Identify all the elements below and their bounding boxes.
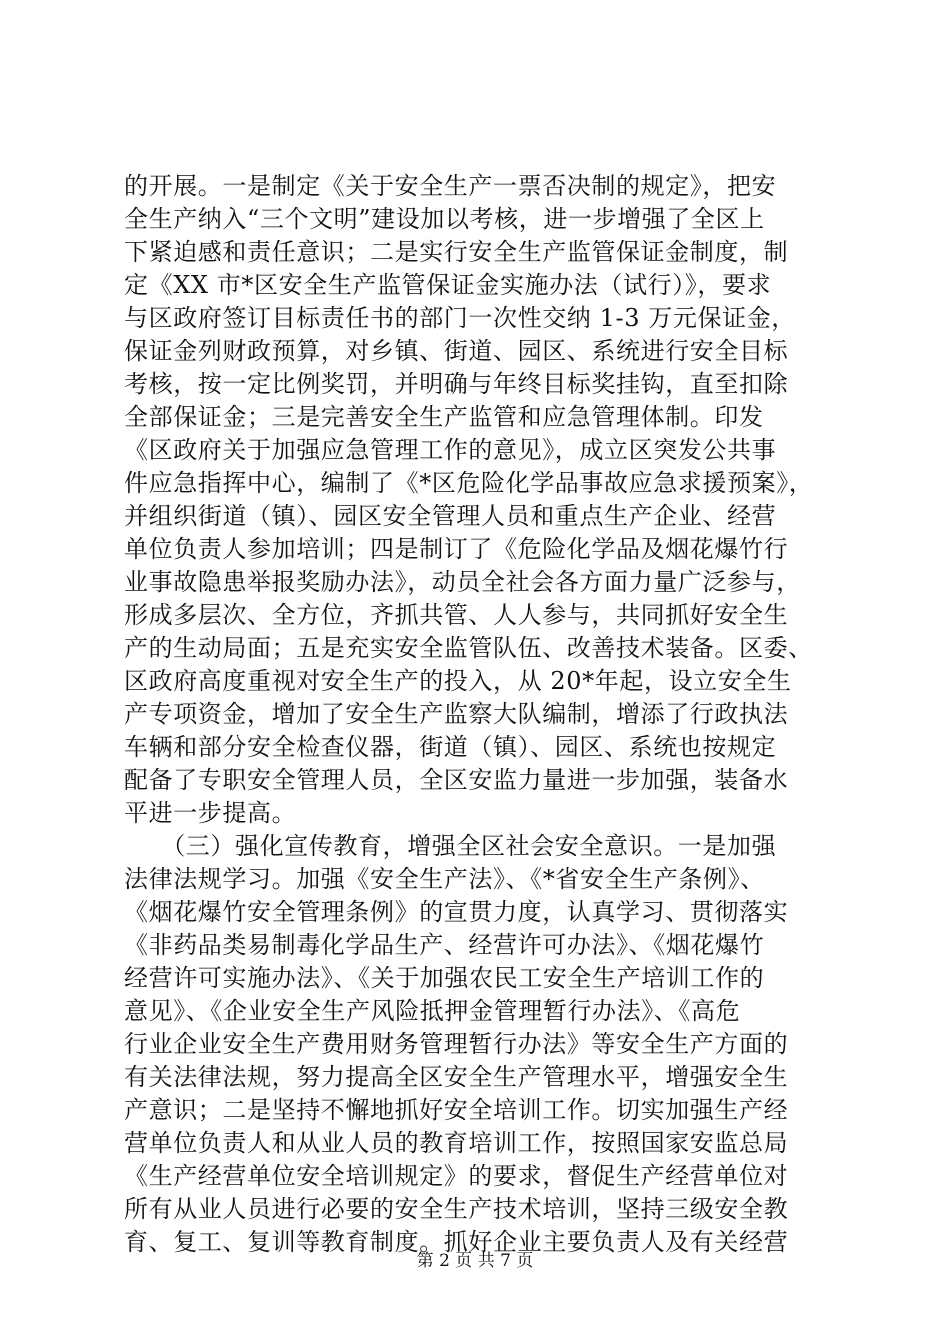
text-line: 车辆和部分安全检查仪器，街道（镇）、园区、系统也按规定 [124, 733, 777, 761]
text-line: 育、复工、复训等教育制度。抓好企业主要负责人及有关经营 [124, 1228, 789, 1256]
text-line: 定《XX 市*区安全生产监管保证金实施办法（试行）》，要求 [124, 271, 772, 299]
text-line: 下紧迫感和责任意识；二是实行安全生产监管保证金制度，制 [124, 238, 789, 266]
text-line: 有关法律法规，努力提高全区安全生产管理水平，增强安全生 [124, 1063, 789, 1091]
text-line: 并组织街道（镇）、园区安全管理人员和重点生产企业、经营 [124, 502, 777, 530]
text-line: （三）强化宣传教育，增强全区社会安全意识。一是加强 [124, 832, 777, 860]
text-line: 营单位负责人和从业人员的教育培训工作，按照国家安监总局 [124, 1129, 789, 1157]
text-line: 与区政府签订目标责任书的部门一次性交纳 1-3 万元保证金， [124, 304, 796, 332]
text-line: 产专项资金，增加了安全生产监察大队编制，增添了行政执法 [124, 700, 789, 728]
text-line: 行业企业安全生产费用财务管理暂行办法》等安全生产方面的 [124, 1030, 789, 1058]
text-line: 《区政府关于加强应急管理工作的意见》，成立区突发公共事 [124, 436, 777, 464]
text-line: 产意识；二是坚持不懈地抓好安全培训工作。切实加强生产经 [124, 1096, 789, 1124]
text-line: 《烟花爆竹安全管理条例》的宣贯力度，认真学习、贯彻落实 [124, 898, 789, 926]
text-line: 配备了专职安全管理人员，全区安监力量进一步加强，装备水 [124, 766, 789, 794]
text-line: 业事故隐患举报奖励办法》，动员全社会各方面力量广泛参与， [124, 568, 801, 596]
text-line: 《非药品类易制毒化学品生产、经营许可办法》、《烟花爆竹 [124, 931, 765, 959]
text-line: 法律法规学习。加强《安全生产法》、《*省安全生产条例》、 [124, 865, 765, 893]
text-line: 产的生动局面；五是充实安全监管队伍、改善技术装备。区委、 [124, 634, 813, 662]
text-line: 《生产经营单位安全培训规定》的要求，督促生产经营单位对 [124, 1162, 789, 1190]
document-body [124, 170, 844, 1259]
text-line: 保证金列财政预算，对乡镇、街道、园区、系统进行安全目标 [124, 337, 789, 365]
text-line: 区政府高度重视对安全生产的投入，从 20*年起，设立安全生 [124, 667, 792, 695]
text-line: 形成多层次、全方位，齐抓共管、人人参与，共同抓好安全生 [124, 601, 789, 629]
text-line: 平进一步提高。 [124, 799, 297, 827]
text-line: 全生产纳入“三个文明”建设加以考核，进一步增强了全区上 [124, 205, 765, 233]
text-line: 考核，按一定比例奖罚，并明确与年终目标奖挂钩，直至扣除 [124, 370, 789, 398]
text-line: 所有从业人员进行必要的安全生产技术培训，坚持三级安全教 [124, 1195, 789, 1223]
text-line: 单位负责人参加培训；四是制订了《危险化学品及烟花爆竹行 [124, 535, 789, 563]
text-line: 经营许可实施办法》、《关于加强农民工安全生产培训工作的 [124, 964, 765, 992]
text-line: 件应急指挥中心，编制了《*区危险化学品事故应急求援预案》， [124, 469, 814, 497]
text-line: 的开展。一是制定《关于安全生产一票否决制的规定》，把安 [124, 172, 777, 200]
text-line: 全部保证金；三是完善安全生产监管和应急管理体制。印发 [124, 403, 764, 431]
text-line: 意见》、《企业安全生产风险抵押金管理暂行办法》、《高危 [124, 997, 741, 1025]
page-footer: 第 2 页 共 7 页 [416, 1251, 534, 1271]
